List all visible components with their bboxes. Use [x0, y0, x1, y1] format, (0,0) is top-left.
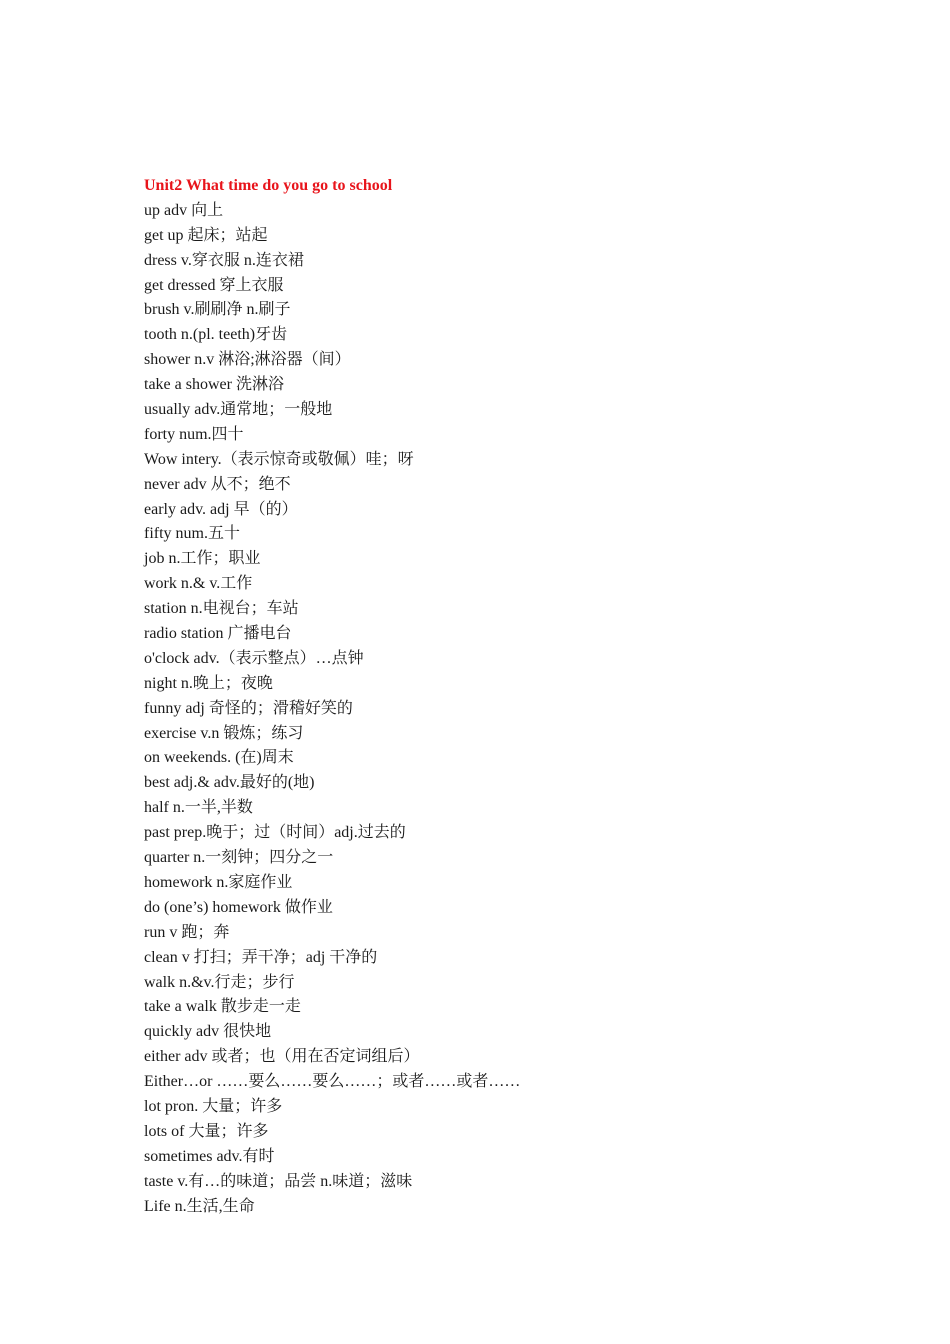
- vocabulary-entry: Life n.生活,生命: [144, 1197, 255, 1215]
- vocabulary-entry: best adj.& adv.最好的(地): [144, 774, 315, 792]
- vocabulary-entry: brush v.刷刷净 n.刷子: [144, 301, 291, 319]
- vocabulary-entry: get dressed 穿上衣服: [144, 276, 284, 294]
- vocabulary-entry: radio station 广播电台: [144, 625, 292, 643]
- vocabulary-entry: station n.电视台；车站: [144, 600, 299, 618]
- vocabulary-entry: forty num.四十: [144, 425, 244, 443]
- vocabulary-entry: lots of 大量；许多: [144, 1122, 269, 1140]
- vocabulary-entry: past prep.晚于；过（时间）adj.过去的: [144, 824, 406, 842]
- vocabulary-entry: work n.& v.工作: [144, 575, 253, 593]
- vocabulary-entry: quickly adv 很快地: [144, 1023, 272, 1041]
- vocabulary-entry: Wow intery.（表示惊奇或敬佩）哇；呀: [144, 450, 414, 468]
- vocabulary-entry: job n.工作；职业: [144, 550, 261, 568]
- vocabulary-entry: get up 起床；站起: [144, 226, 268, 244]
- vocabulary-entry: run v 跑；奔: [144, 923, 230, 941]
- vocabulary-entry: o'clock adv.（表示整点）…点钟: [144, 649, 364, 667]
- vocabulary-entry: do (one’s) homework 做作业: [144, 898, 333, 916]
- vocabulary-entry: take a shower 洗淋浴: [144, 376, 284, 394]
- vocabulary-entry: usually adv.通常地；一般地: [144, 401, 333, 419]
- vocabulary-entry: homework n.家庭作业: [144, 873, 293, 891]
- vocabulary-entry: Either…or ……要么……要么……；或者……或者……: [144, 1073, 521, 1091]
- unit-title: Unit2 What time do you go to school: [144, 177, 393, 194]
- vocabulary-entry: quarter n.一刻钟；四分之一: [144, 849, 334, 867]
- vocabulary-entry: on weekends. (在)周末: [144, 749, 294, 767]
- vocabulary-entry: half n.一半,半数: [144, 799, 253, 817]
- vocabulary-entry: night n.晚上；夜晚: [144, 674, 273, 692]
- vocabulary-entry: early adv. adj 早（的）: [144, 500, 298, 518]
- vocabulary-entry: tooth n.(pl. teeth)牙齿: [144, 326, 288, 344]
- vocabulary-entry: clean v 打扫；弄干净；adj 干净的: [144, 948, 378, 966]
- vocabulary-entry: sometimes adv.有时: [144, 1147, 275, 1165]
- vocabulary-list: [144, 199, 844, 1220]
- vocabulary-entry: fifty num.五十: [144, 525, 240, 543]
- vocabulary-entry: taste v.有…的味道；品尝 n.味道；滋味: [144, 1172, 413, 1190]
- vocabulary-entry: up adv 向上: [144, 201, 224, 219]
- vocabulary-entry: funny adj 奇怪的；滑稽好笑的: [144, 699, 353, 717]
- vocabulary-entry: never adv 从不；绝不: [144, 475, 291, 493]
- vocabulary-entry: dress v.穿衣服 n.连衣裙: [144, 251, 304, 269]
- vocabulary-entry: either adv 或者；也（用在否定词组后）: [144, 1048, 420, 1066]
- vocabulary-entry: shower n.v 淋浴;淋浴器（间）: [144, 351, 351, 369]
- vocabulary-entry: walk n.&v.行走；步行: [144, 973, 295, 991]
- document-page: [144, 174, 844, 1219]
- vocabulary-entry: lot pron. 大量；许多: [144, 1097, 283, 1115]
- vocabulary-entry: take a walk 散步走一走: [144, 998, 301, 1016]
- vocabulary-entry: exercise v.n 锻炼；练习: [144, 724, 304, 742]
